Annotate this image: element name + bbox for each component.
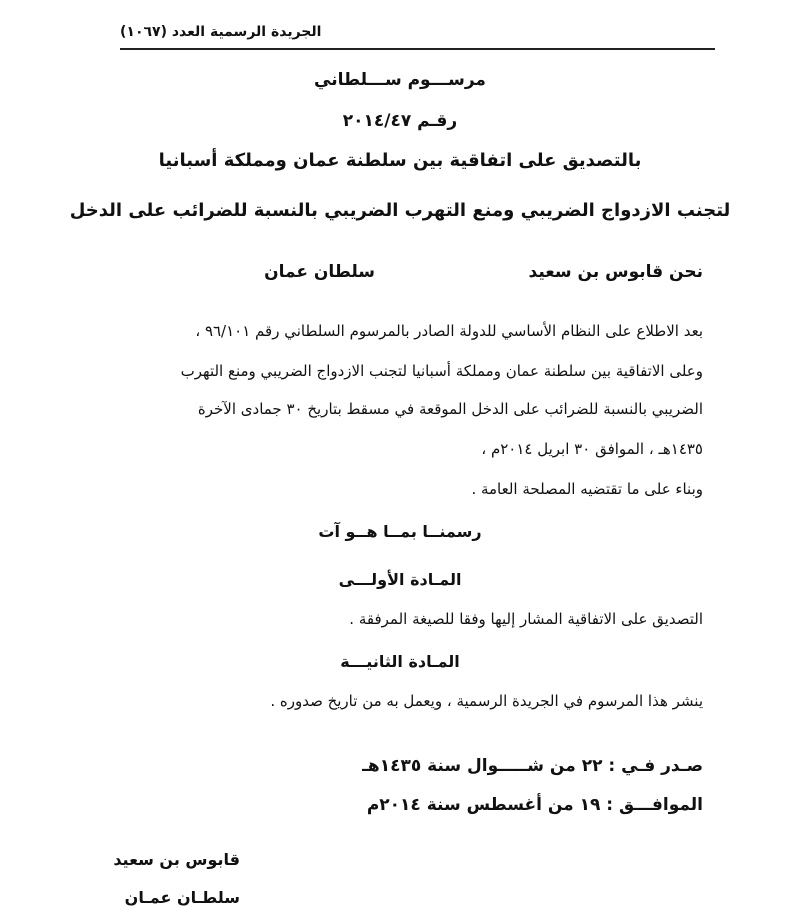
decreed-heading: رسمنــا بمــا هــو آت (318, 522, 482, 541)
article-2-heading: المـادة الثانيـــة (340, 652, 460, 671)
gazette-issue-label: الجريدة الرسمية العدد (١٠٦٧) (120, 24, 322, 40)
signatory-intro-title: سلطان عمان (264, 262, 375, 282)
article-1-heading: المـادة الأولـــى (338, 570, 462, 589)
article-1-text: التصديق على الاتفاقية المشار إليها وفقا للصيغة المرفقة . (349, 610, 703, 628)
preamble-line: ١٤٣٥هـ ، الموافق ٣٠ ابريل ٢٠١٤م ، (481, 440, 703, 458)
article-2-text: ينشر هذا المرسوم في الجريدة الرسمية ، ويعمل به من تاريخ صدوره . (270, 692, 703, 710)
signature-title: سلطـان عمـان (124, 888, 240, 907)
gazette-header (120, 22, 715, 50)
issued-hijri-date: صـدر فـي : ٢٢ من شـــــوال سنة ١٤٣٥هـ (362, 756, 703, 776)
signatory-intro-name: نحن قابوس بن سعيد (528, 262, 703, 282)
signature-name: قابوس بن سعيد (113, 850, 240, 869)
preamble-line: وعلى الاتفاقية بين سلطنة عمان ومملكة أسبانيا لتجنب الازدواج الضريبي ومنع التهرب (180, 362, 703, 380)
preamble-line: وبناء على ما تقتضيه المصلحة العامة . (471, 480, 703, 498)
signatory-intro (103, 262, 703, 286)
issued-gregorian-date: الموافـــق : ١٩ من أغسطس سنة ٢٠١٤م (366, 795, 703, 815)
decree-subject-line-2: لتجنب الازدواج الضريبي ومنع التهرب الضريبي بالنسبة للضرائب على الدخل (69, 200, 731, 221)
decree-title: مرســـوم ســـلطاني (314, 70, 486, 90)
decree-number: رقـم ٢٠١٤/٤٧ (342, 111, 458, 131)
decree-subject-line-1: بالتصديق على اتفاقية بين سلطنة عمان ومملكة أسبانيا (158, 150, 642, 171)
preamble-line: بعد الاطلاع على النظام الأساسي للدولة الصادر بالمرسوم السلطاني رقم ٩٦/١٠١ ، (195, 322, 703, 340)
preamble-line: الضريبي بالنسبة للضرائب على الدخل الموقعة في مسقط بتاريخ ٣٠ جمادى الآخرة (197, 400, 703, 418)
